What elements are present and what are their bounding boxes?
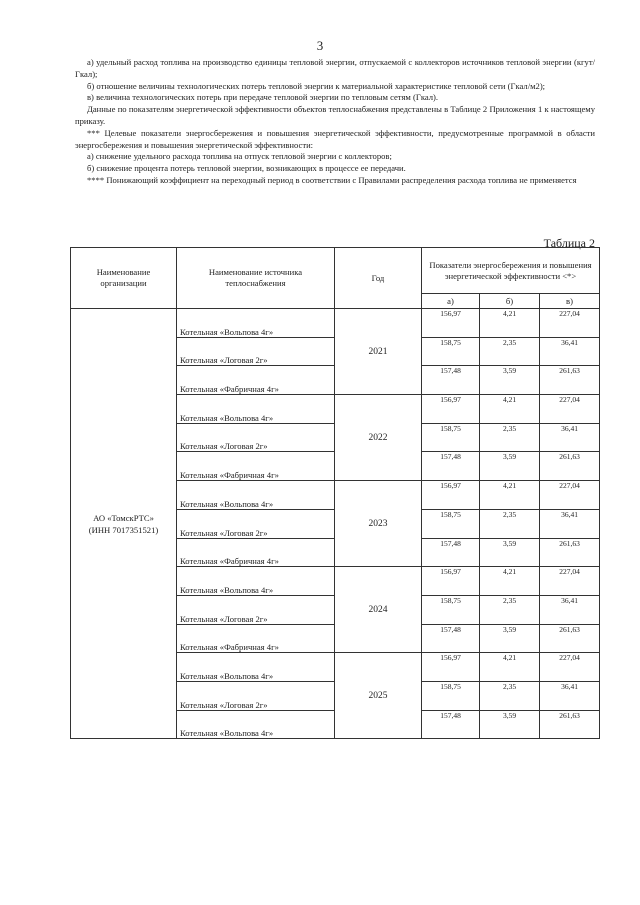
value-b: 2,35	[480, 681, 540, 710]
value-a: 157,48	[422, 624, 480, 653]
value-c: 227,04	[540, 653, 600, 682]
value-b: 4,21	[480, 653, 540, 682]
value-a: 158,75	[422, 337, 480, 366]
body-text	[75, 57, 595, 187]
header-org: Наименование организации	[71, 248, 177, 309]
value-b: 2,35	[480, 423, 540, 452]
year-cell: 2023	[335, 481, 422, 567]
source-cell: Котельная «Фабричная 4г»	[177, 366, 335, 395]
value-b: 4,21	[480, 395, 540, 424]
value-a: 156,97	[422, 481, 480, 510]
org-name: АО «ТомскРТС»	[93, 512, 154, 523]
header-col-c: в)	[540, 294, 600, 309]
value-a: 157,48	[422, 452, 480, 481]
source-cell: Котельная «Вольпова 4г»	[177, 481, 335, 510]
value-c: 261,63	[540, 624, 600, 653]
indicators-table	[70, 247, 600, 739]
value-a: 158,75	[422, 595, 480, 624]
source-cell: Котельная «Логовая 2г»	[177, 423, 335, 452]
org-inn: (ИНН 7017351521)	[88, 524, 159, 535]
header-year: Год	[335, 248, 422, 309]
source-cell: Котельная «Вольпова 4г»	[177, 653, 335, 682]
source-cell: Котельная «Логовая 2г»	[177, 337, 335, 366]
value-a: 156,97	[422, 395, 480, 424]
value-a: 157,48	[422, 538, 480, 567]
value-c: 227,04	[540, 481, 600, 510]
paragraph: б) снижение процента потерь тепловой энергии, возникающих в процессе ее передачи.	[87, 163, 406, 174]
source-cell: Котельная «Логовая 2г»	[177, 595, 335, 624]
value-b: 4,21	[480, 567, 540, 596]
value-c: 36,41	[540, 423, 600, 452]
source-cell: Котельная «Логовая 2г»	[177, 681, 335, 710]
value-c: 227,04	[540, 395, 600, 424]
paragraph: в) величина технологических потерь при передаче тепловой энергии по тепловым сетям (Гкал).	[87, 92, 439, 103]
value-b: 2,35	[480, 337, 540, 366]
paragraph: *** Целевые показатели энергосбережения и повышения энергетической эффективности, предусмотренные программой в области энергосбережения и повышения энергетической эффективности:	[75, 127, 595, 150]
value-b: 3,59	[480, 366, 540, 395]
value-a: 158,75	[422, 509, 480, 538]
source-cell: Котельная «Фабричная 4г»	[177, 624, 335, 653]
header-col-b: б)	[480, 294, 540, 309]
source-cell: Котельная «Фабричная 4г»	[177, 538, 335, 567]
paragraph: **** Понижающий коэффициент на переходный период в соответствии с Правилами распределения расхода топлива не применяется	[87, 174, 577, 185]
header-source: Наименование источника теплоснабжения	[177, 248, 335, 309]
value-b: 2,35	[480, 595, 540, 624]
value-a: 156,97	[422, 309, 480, 338]
org-cell	[71, 309, 177, 739]
value-c: 261,63	[540, 452, 600, 481]
value-a: 156,97	[422, 653, 480, 682]
value-a: 158,75	[422, 423, 480, 452]
value-a: 157,48	[422, 710, 480, 739]
value-c: 261,63	[540, 366, 600, 395]
source-cell: Котельная «Вольпова 4г»	[177, 309, 335, 338]
header-col-a: а)	[422, 294, 480, 309]
value-c: 36,41	[540, 337, 600, 366]
value-b: 3,59	[480, 710, 540, 739]
paragraph: Данные по показателям энергетической эффективности объектов теплоснабжения представлены в Таблице 2 Приложения 1 к настоящему приказу.	[75, 104, 595, 126]
value-c: 227,04	[540, 309, 600, 338]
source-cell: Котельная «Фабричная 4г»	[177, 452, 335, 481]
table-caption: Таблица 2	[543, 236, 595, 250]
year-cell: 2022	[335, 395, 422, 481]
value-a: 156,97	[422, 567, 480, 596]
value-b: 4,21	[480, 481, 540, 510]
value-b: 3,59	[480, 624, 540, 653]
value-c: 36,41	[540, 681, 600, 710]
table-row	[71, 309, 600, 338]
source-cell: Котельная «Вольпова 4г»	[177, 710, 335, 739]
value-c: 261,63	[540, 710, 600, 739]
paragraph: а) удельный расход топлива на производство единицы тепловой энергии, отпускаемой с коллекторов источников тепловой энергии (кгут/Гкал);	[75, 57, 595, 79]
value-c: 227,04	[540, 567, 600, 596]
value-a: 157,48	[422, 366, 480, 395]
value-b: 2,35	[480, 509, 540, 538]
value-c: 36,41	[540, 509, 600, 538]
value-b: 3,59	[480, 452, 540, 481]
paragraph: б) отношение величины технологических потерь тепловой энергии к материальной характеристике тепловой сети (Гкал/м2);	[87, 80, 546, 91]
year-cell: 2021	[335, 309, 422, 395]
page-number: 3	[316, 38, 324, 53]
source-cell: Котельная «Логовая 2г»	[177, 509, 335, 538]
year-cell: 2024	[335, 567, 422, 653]
year-cell: 2025	[335, 653, 422, 739]
value-b: 4,21	[480, 309, 540, 338]
value-b: 3,59	[480, 538, 540, 567]
header-indicators: Показатели энергосбережения и повышения энергетической эффективности <*>	[422, 248, 600, 294]
source-cell: Котельная «Вольпова 4г»	[177, 395, 335, 424]
value-c: 261,63	[540, 538, 600, 567]
value-a: 158,75	[422, 681, 480, 710]
paragraph: а) снижение удельного расхода топлива на отпуск тепловой энергии с коллекторов;	[87, 151, 392, 162]
value-c: 36,41	[540, 595, 600, 624]
source-cell: Котельная «Вольпова 4г»	[177, 567, 335, 596]
